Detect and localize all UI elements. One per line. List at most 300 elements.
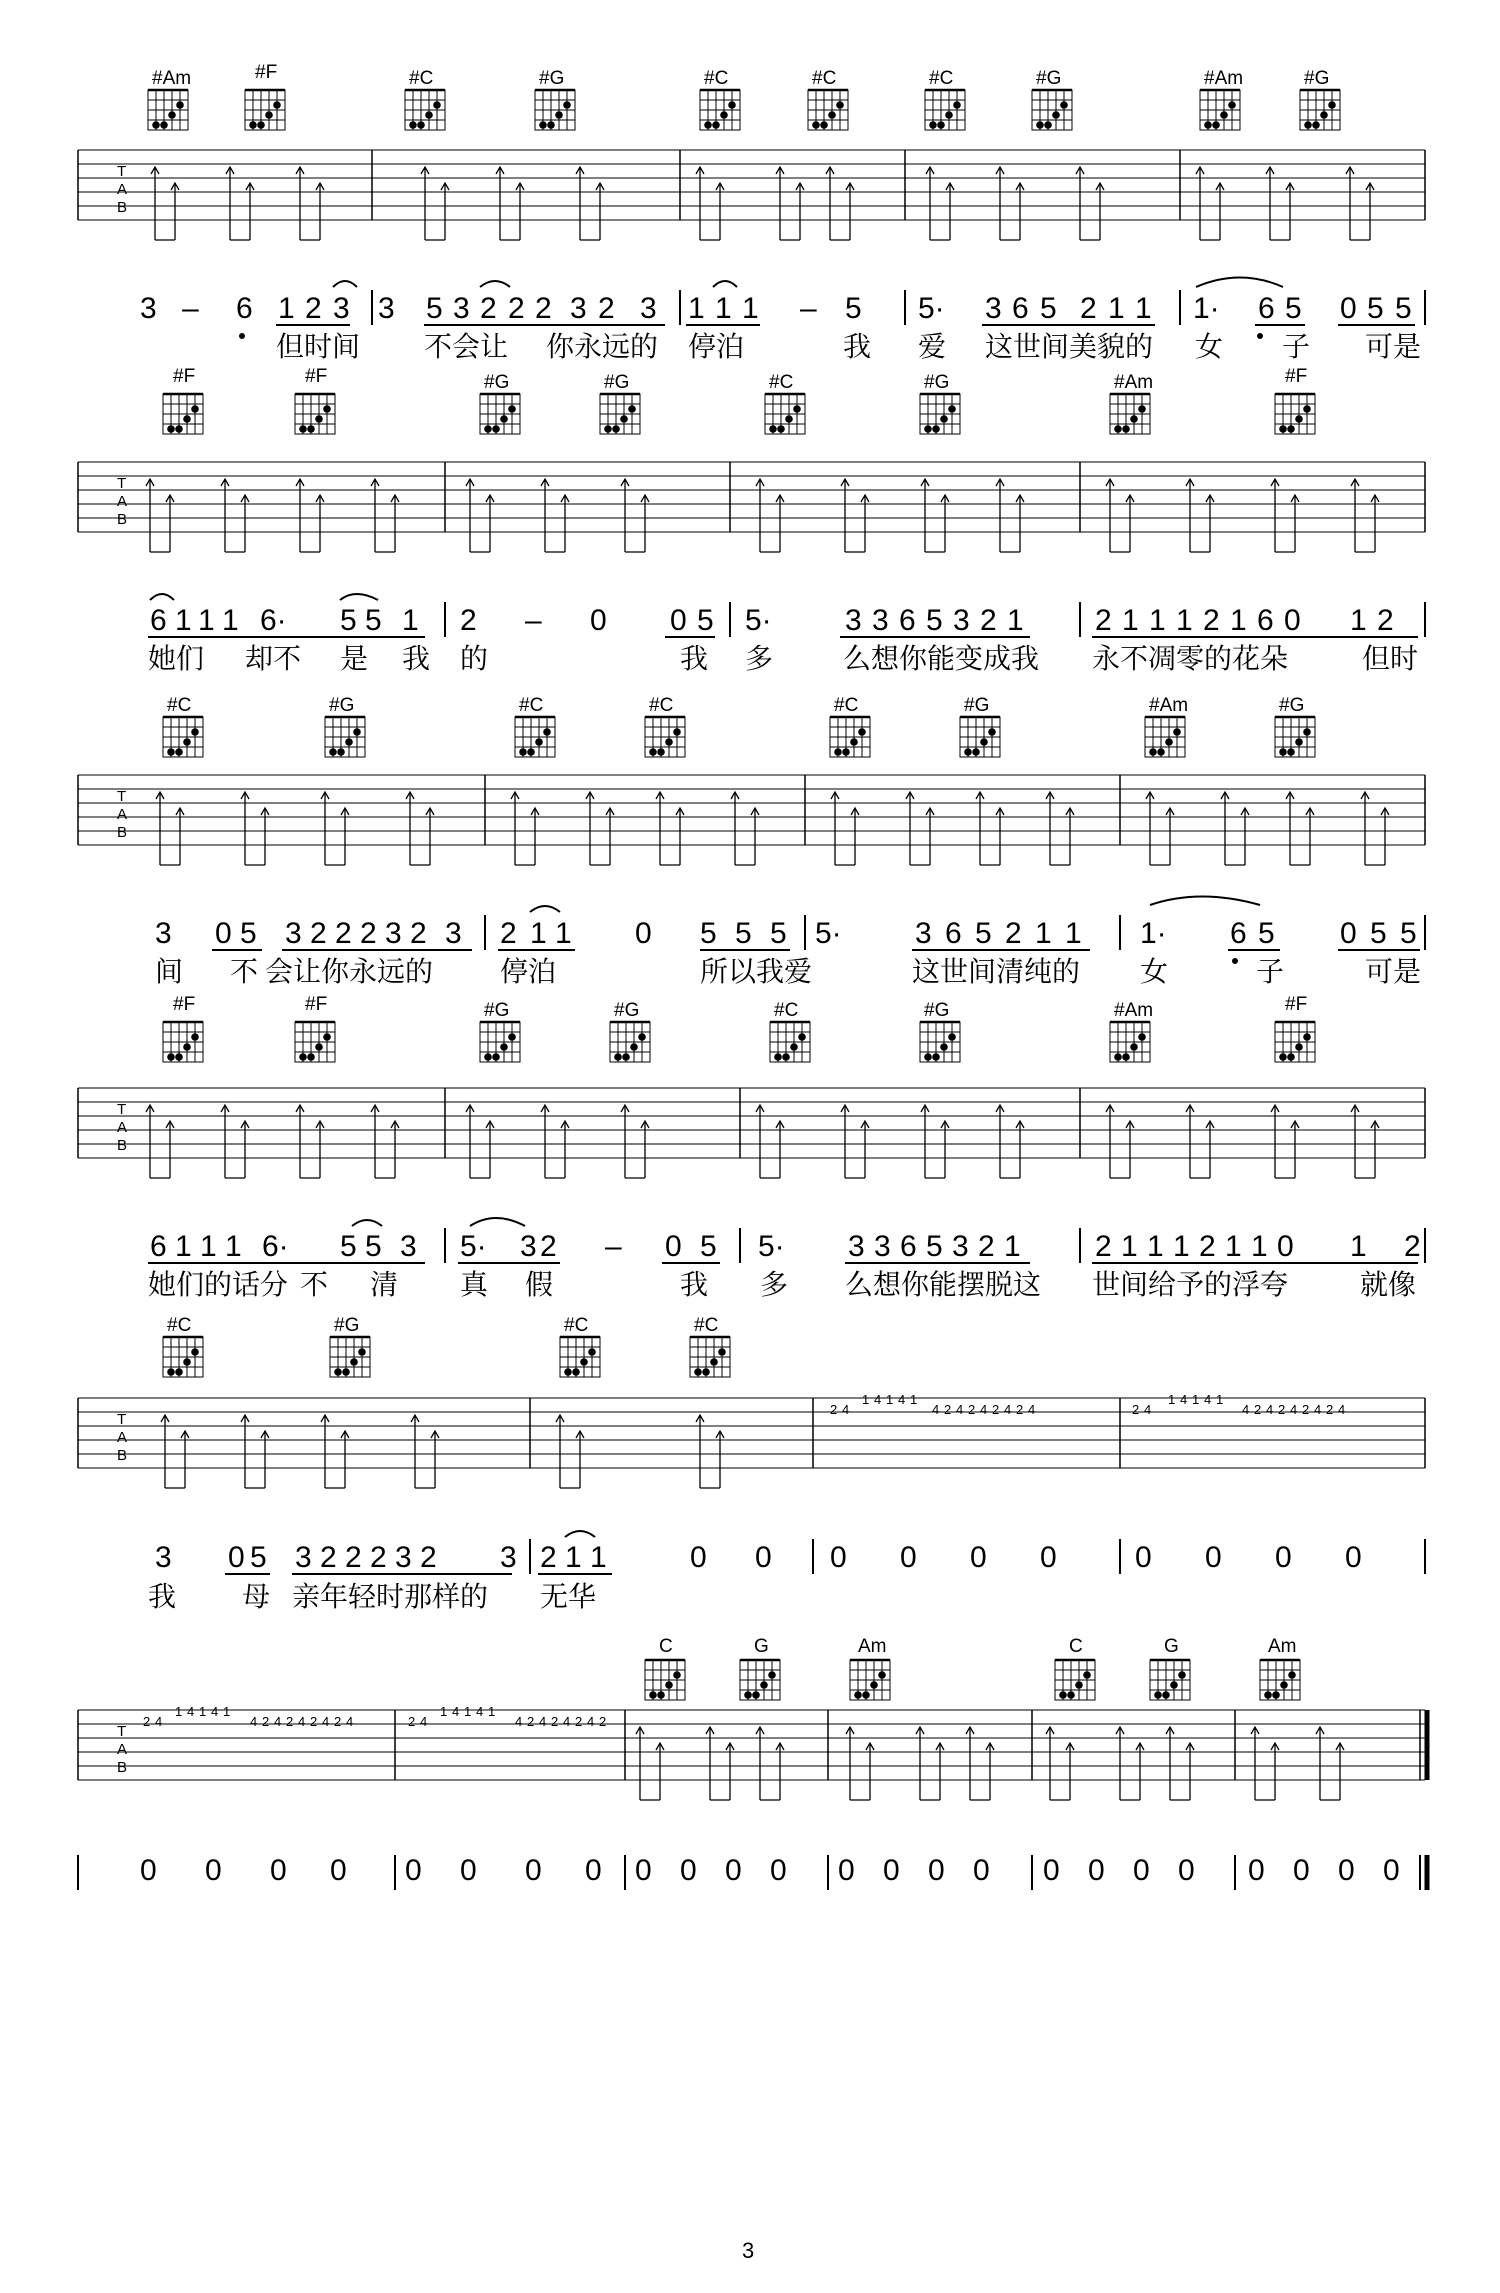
lyric: 多 xyxy=(760,1268,789,1301)
note: 3 xyxy=(848,1230,865,1263)
note: 2 xyxy=(1080,292,1097,325)
tab-fingering-numbers xyxy=(830,1392,1345,1417)
chord-name: #G xyxy=(1304,68,1330,89)
chord-name: #C xyxy=(704,68,729,89)
fret-number: 4 xyxy=(1180,1392,1188,1407)
note: 1 xyxy=(1007,604,1024,637)
note: 2 xyxy=(320,1541,337,1574)
system-6 xyxy=(78,1636,1427,1890)
chord-name: #Am xyxy=(152,68,192,89)
note: 1 xyxy=(1122,604,1139,637)
chord-name: #G xyxy=(539,68,565,89)
note: 3 xyxy=(385,917,402,950)
fret-number: 1 xyxy=(1168,1392,1176,1407)
fret-number: 2 xyxy=(262,1714,270,1729)
note: 2 xyxy=(410,917,427,950)
note: 2 xyxy=(980,604,997,637)
fret-number: 4 xyxy=(1338,1402,1346,1417)
note: 2 xyxy=(598,292,615,325)
chord-name: #G xyxy=(614,1000,640,1021)
lyric: 所以我爱 xyxy=(700,955,813,988)
note: 2 xyxy=(500,917,517,950)
tab-letter-t: T xyxy=(117,163,127,180)
note: 5 xyxy=(240,917,257,950)
note: 0 xyxy=(1205,1541,1222,1574)
note: 5 xyxy=(1040,292,1057,325)
note: 0 xyxy=(830,1541,847,1574)
chord-diagram xyxy=(808,68,848,130)
note: 0 xyxy=(140,1854,157,1887)
note: 0 xyxy=(585,1854,602,1887)
note: 2 xyxy=(1404,1230,1421,1263)
fret-number: 2 xyxy=(527,1714,535,1729)
note: 2 xyxy=(420,1541,437,1574)
numbered-notation xyxy=(155,917,1417,950)
note: 1 xyxy=(1065,917,1082,950)
numbered-notation xyxy=(140,1854,1400,1887)
note: 2 xyxy=(1095,604,1112,637)
chord-name: #C xyxy=(564,1315,589,1336)
chord-diagram xyxy=(1200,68,1243,130)
note: 5 xyxy=(845,292,862,325)
chord-diagram xyxy=(700,68,740,130)
note: 1 xyxy=(1108,292,1125,325)
lyric: 不 xyxy=(300,1268,329,1301)
chord-name: #C xyxy=(774,1000,799,1021)
numbered-notation xyxy=(150,604,1394,637)
note: 0 xyxy=(1284,604,1301,637)
note: 0 xyxy=(228,1541,245,1574)
note: 1 xyxy=(565,1541,582,1574)
tab-staff xyxy=(78,1392,1425,1488)
note: 0 xyxy=(1178,1854,1195,1887)
note: 0 xyxy=(1338,1854,1355,1887)
note: 0 xyxy=(973,1854,990,1887)
chord-name: #G xyxy=(484,1000,510,1021)
fret-number: 1 xyxy=(910,1392,918,1407)
note: 3 xyxy=(845,604,862,637)
note: 5 xyxy=(735,917,752,950)
lyric: 是 xyxy=(340,642,369,675)
bar-lines xyxy=(78,462,1425,532)
fret-number: 2 xyxy=(551,1714,559,1729)
fret-number: 4 xyxy=(539,1714,547,1729)
note: 0 xyxy=(1340,917,1357,950)
lyric: 你永远的 xyxy=(546,330,659,363)
system-1 xyxy=(78,62,1425,363)
note: 1 xyxy=(1147,1230,1164,1263)
fret-number: 2 xyxy=(1132,1402,1140,1417)
lyrics-line xyxy=(148,642,1418,675)
note: 5 xyxy=(426,292,443,325)
chord-diagram xyxy=(330,1315,370,1377)
bar-lines xyxy=(78,150,1425,220)
fret-number: 2 xyxy=(143,1714,151,1729)
lyric: 她们的话分 xyxy=(148,1268,289,1301)
note: 3 xyxy=(570,292,587,325)
chord-name: #F xyxy=(305,366,328,387)
lyric: 这世间清纯的 xyxy=(912,955,1081,988)
note: 0 xyxy=(330,1854,347,1887)
chord-diagram xyxy=(163,366,203,434)
chord-diagram xyxy=(295,994,335,1062)
note: 5 xyxy=(926,604,943,637)
lyric: 无华 xyxy=(540,1580,597,1613)
numbered-notation xyxy=(155,1541,1362,1574)
chord-diagram xyxy=(1110,372,1153,434)
note: 5 xyxy=(1285,292,1302,325)
note: 6 xyxy=(900,1230,917,1263)
note: 5 xyxy=(1367,292,1384,325)
lyric: 子 xyxy=(1256,955,1285,988)
note: – xyxy=(525,604,542,637)
fret-number: 4 xyxy=(956,1402,964,1417)
note: 1 xyxy=(1176,604,1193,637)
chord-name: #C xyxy=(409,68,434,89)
lyric: 却不 xyxy=(245,642,302,675)
fret-number: 1 xyxy=(223,1704,231,1719)
note: 3 xyxy=(295,1541,312,1574)
note: 3 xyxy=(874,1230,891,1263)
chord-diagram xyxy=(163,994,203,1062)
chord-diagram xyxy=(480,1000,520,1062)
chord-diagram xyxy=(920,372,960,434)
fret-number: 4 xyxy=(587,1714,595,1729)
chord-name: #F xyxy=(1285,994,1308,1015)
fret-number: 4 xyxy=(274,1714,282,1729)
note: 2 xyxy=(310,917,327,950)
note: 0 xyxy=(970,1541,987,1574)
note: 2 xyxy=(1377,604,1394,637)
lyric: 可是 xyxy=(1365,330,1422,363)
lyric: 永不凋零的花朵 xyxy=(1092,642,1289,675)
fret-number: 2 xyxy=(1016,1402,1024,1417)
note: 3 xyxy=(915,917,932,950)
note: 6 xyxy=(150,604,167,637)
fret-number: 1 xyxy=(175,1704,183,1719)
chord-name: #G xyxy=(964,695,990,716)
chord-name: #C xyxy=(694,1315,719,1336)
chord-diagram xyxy=(645,1636,685,1700)
note: 6 xyxy=(1230,917,1247,950)
fret-number: 4 xyxy=(155,1714,163,1729)
note: 0 xyxy=(1277,1230,1294,1263)
note: 0 xyxy=(215,917,232,950)
chord-name: #G xyxy=(604,372,630,393)
note: 6 xyxy=(1258,292,1275,325)
chord-name: #F xyxy=(173,994,196,1015)
fret-number: 2 xyxy=(1302,1402,1310,1417)
chord-diagram xyxy=(770,1000,810,1062)
note: 1 xyxy=(222,604,239,637)
note: 1· xyxy=(1193,292,1220,325)
fret-number: 2 xyxy=(944,1402,952,1417)
fret-number: 4 xyxy=(346,1714,354,1729)
fret-number: 4 xyxy=(187,1704,195,1719)
fret-number: 4 xyxy=(1028,1402,1036,1417)
note: 0 xyxy=(725,1854,742,1887)
lyric: 爱 xyxy=(918,330,947,363)
note: 0 xyxy=(900,1541,917,1574)
note: 0 xyxy=(1340,292,1357,325)
tab-letter-a: A xyxy=(117,806,128,823)
chord-diagram xyxy=(560,1315,600,1377)
fret-number: 2 xyxy=(1326,1402,1334,1417)
note: 3 xyxy=(952,1230,969,1263)
note: 5 xyxy=(365,604,382,637)
note: 1 xyxy=(1230,604,1247,637)
note: 1 xyxy=(200,1230,217,1263)
lyric: 子 xyxy=(1282,330,1311,363)
note: 0 xyxy=(1043,1854,1060,1887)
chord-diagram xyxy=(325,695,365,757)
tab-letter-b: B xyxy=(117,1447,128,1464)
note: 5 xyxy=(365,1230,382,1263)
note: 0 xyxy=(635,917,652,950)
note: 3 xyxy=(640,292,657,325)
note: 0 xyxy=(270,1854,287,1887)
note: 1 xyxy=(198,604,215,637)
fret-number: 4 xyxy=(1314,1402,1322,1417)
notation-marks xyxy=(240,278,1425,339)
chord-name: #G xyxy=(924,372,950,393)
lyric: 间 xyxy=(155,955,184,988)
note: 0 xyxy=(670,604,687,637)
note: 0 xyxy=(1383,1854,1400,1887)
note: 2 xyxy=(335,917,352,950)
fret-number: 2 xyxy=(992,1402,1000,1417)
note: 5 xyxy=(770,917,787,950)
fret-number: 4 xyxy=(1266,1402,1274,1417)
lyric: 这世间美貌的 xyxy=(985,330,1154,363)
system-2 xyxy=(78,366,1425,675)
note: 1 xyxy=(715,292,732,325)
note: 5 xyxy=(1400,917,1417,950)
chord-name: Am xyxy=(858,1636,887,1657)
chord-diagrams-row xyxy=(163,695,1315,757)
note: 6 xyxy=(945,917,962,950)
note: 1 xyxy=(590,1541,607,1574)
note: 5 xyxy=(1370,917,1387,950)
note: 0 xyxy=(1293,1854,1310,1887)
chord-diagram xyxy=(1150,1636,1190,1700)
chord-name: #Am xyxy=(1114,1000,1154,1021)
note: 3 xyxy=(985,292,1002,325)
note: 2 xyxy=(978,1230,995,1263)
fret-number: 4 xyxy=(476,1704,484,1719)
note: 1 xyxy=(688,292,705,325)
chord-name: #Am xyxy=(1114,372,1154,393)
note: 2 xyxy=(370,1541,387,1574)
chord-diagram xyxy=(1110,1000,1153,1062)
note: 3 xyxy=(953,604,970,637)
note: 0 xyxy=(838,1854,855,1887)
chord-diagrams-row xyxy=(163,366,1315,434)
chord-name: C xyxy=(659,1636,673,1657)
note: 2 xyxy=(540,1230,557,1263)
note: – xyxy=(605,1230,622,1263)
note: 6 xyxy=(1012,292,1029,325)
chord-diagrams-row xyxy=(163,994,1315,1062)
note: 2 xyxy=(1095,1230,1112,1263)
tab-staff xyxy=(78,150,1425,240)
note: 6 xyxy=(236,292,253,325)
fret-number: 1 xyxy=(464,1704,472,1719)
chord-name: #G xyxy=(1036,68,1062,89)
note: 0 xyxy=(1248,1854,1265,1887)
chord-name: #Am xyxy=(1149,695,1189,716)
fret-number: 4 xyxy=(563,1714,571,1729)
chord-name: #G xyxy=(334,1315,360,1336)
note: 2 xyxy=(508,292,525,325)
tab-letter-a: A xyxy=(117,181,128,198)
note: 1· xyxy=(1140,917,1167,950)
lyric: 不会让 xyxy=(424,330,509,363)
fret-number: 4 xyxy=(980,1402,988,1417)
lyric: 真 xyxy=(460,1268,489,1301)
note: 3 xyxy=(872,604,889,637)
note: 5 xyxy=(926,1230,943,1263)
fret-number: 4 xyxy=(898,1392,906,1407)
tab-letter-t: T xyxy=(117,1723,127,1740)
lyric: 停泊 xyxy=(500,955,557,988)
note: 2 xyxy=(460,604,477,637)
fret-number: 4 xyxy=(452,1704,460,1719)
note: 1 xyxy=(1350,604,1367,637)
lyric: 我 xyxy=(402,642,431,675)
lyric: 我 xyxy=(843,330,872,363)
note: 1 xyxy=(1251,1230,1268,1263)
tab-letter-b: B xyxy=(117,824,128,841)
note: 2 xyxy=(1005,917,1022,950)
note: 1 xyxy=(1225,1230,1242,1263)
note: 2 xyxy=(535,292,552,325)
note: 0 xyxy=(525,1854,542,1887)
chord-diagram xyxy=(765,372,805,434)
tab-letter-t: T xyxy=(117,1101,127,1118)
lyrics-line xyxy=(155,955,1421,988)
chord-diagram xyxy=(1300,68,1340,130)
note: 1 xyxy=(175,604,192,637)
chord-name: #G xyxy=(484,372,510,393)
fret-number: 2 xyxy=(310,1714,318,1729)
chord-diagram xyxy=(830,695,870,757)
chord-diagram xyxy=(535,68,575,130)
note: 0 xyxy=(405,1854,422,1887)
lyric: 可是 xyxy=(1365,955,1422,988)
lyric: 但时间 xyxy=(276,330,361,363)
fret-number: 4 xyxy=(842,1402,850,1417)
note: – xyxy=(800,292,817,325)
lyric: 的 xyxy=(460,642,489,675)
chord-diagram xyxy=(610,1000,650,1062)
note: 0 xyxy=(590,604,607,637)
fret-number: 1 xyxy=(488,1704,496,1719)
note: 0 xyxy=(1345,1541,1362,1574)
note: 0 xyxy=(680,1854,697,1887)
fret-number: 4 xyxy=(420,1714,428,1729)
chord-name: #C xyxy=(769,372,794,393)
chord-diagram xyxy=(148,68,191,130)
note: 5 xyxy=(250,1541,267,1574)
note: 2 xyxy=(1203,604,1220,637)
tab-letter-b: B xyxy=(117,1759,128,1776)
fret-number: 1 xyxy=(886,1392,894,1407)
note: 1 xyxy=(225,1230,242,1263)
chord-diagram xyxy=(405,68,445,130)
chord-name: #F xyxy=(173,366,196,387)
note: 5· xyxy=(918,292,945,325)
note: 5 xyxy=(975,917,992,950)
chord-diagram xyxy=(1275,366,1315,434)
lyric: 停泊 xyxy=(688,330,745,363)
numbered-notation xyxy=(140,292,1412,325)
chord-name: #G xyxy=(924,1000,950,1021)
note: 0 xyxy=(460,1854,477,1887)
note: 0 xyxy=(1275,1541,1292,1574)
note: 3 xyxy=(333,292,350,325)
chord-name: #F xyxy=(1285,366,1308,387)
lyrics-line xyxy=(148,1268,1416,1301)
fret-number: 4 xyxy=(932,1402,940,1417)
fret-number: 2 xyxy=(1278,1402,1286,1417)
chord-diagram xyxy=(920,1000,960,1062)
chord-diagram xyxy=(1275,994,1315,1062)
note: 0 xyxy=(690,1541,707,1574)
tab-staff xyxy=(78,462,1425,552)
bar-lines xyxy=(78,1398,1425,1468)
tab-staff xyxy=(78,1704,1427,1800)
fret-number: 2 xyxy=(334,1714,342,1729)
note: 0 xyxy=(1135,1541,1152,1574)
note: 5· xyxy=(758,1230,785,1263)
note: 3 xyxy=(140,292,157,325)
note: 0 xyxy=(928,1854,945,1887)
note: 6 xyxy=(1257,604,1274,637)
tab-letter-b: B xyxy=(117,1137,128,1154)
note: 2 xyxy=(540,1541,557,1574)
chord-name: #C xyxy=(519,695,544,716)
note: 3 xyxy=(155,917,172,950)
chord-name: #C xyxy=(929,68,954,89)
fret-number: 2 xyxy=(599,1714,607,1729)
note: 0 xyxy=(883,1854,900,1887)
fret-number: 4 xyxy=(1290,1402,1298,1417)
lyric: 女 xyxy=(1140,955,1169,988)
lyric: 清 xyxy=(370,1268,399,1301)
lyrics-line xyxy=(276,330,1421,363)
note: 6 xyxy=(150,1230,167,1263)
lyric: 她们 xyxy=(148,642,205,675)
note: 3 xyxy=(400,1230,417,1263)
fret-number: 4 xyxy=(874,1392,882,1407)
note: 5· xyxy=(460,1230,487,1263)
chord-name: G xyxy=(754,1636,769,1657)
chord-diagram xyxy=(245,62,285,130)
note: 3 xyxy=(285,917,302,950)
chord-diagrams-row xyxy=(163,1315,730,1377)
chord-diagram xyxy=(1275,695,1315,757)
note: 1 xyxy=(742,292,759,325)
chord-diagram xyxy=(850,1636,890,1700)
lyrics-line xyxy=(148,1580,596,1613)
note: 3 xyxy=(395,1541,412,1574)
fret-number: 2 xyxy=(1254,1402,1262,1417)
fret-number: 2 xyxy=(286,1714,294,1729)
bar-lines xyxy=(78,1088,1425,1158)
note: 3 xyxy=(453,292,470,325)
note: 5 xyxy=(700,917,717,950)
